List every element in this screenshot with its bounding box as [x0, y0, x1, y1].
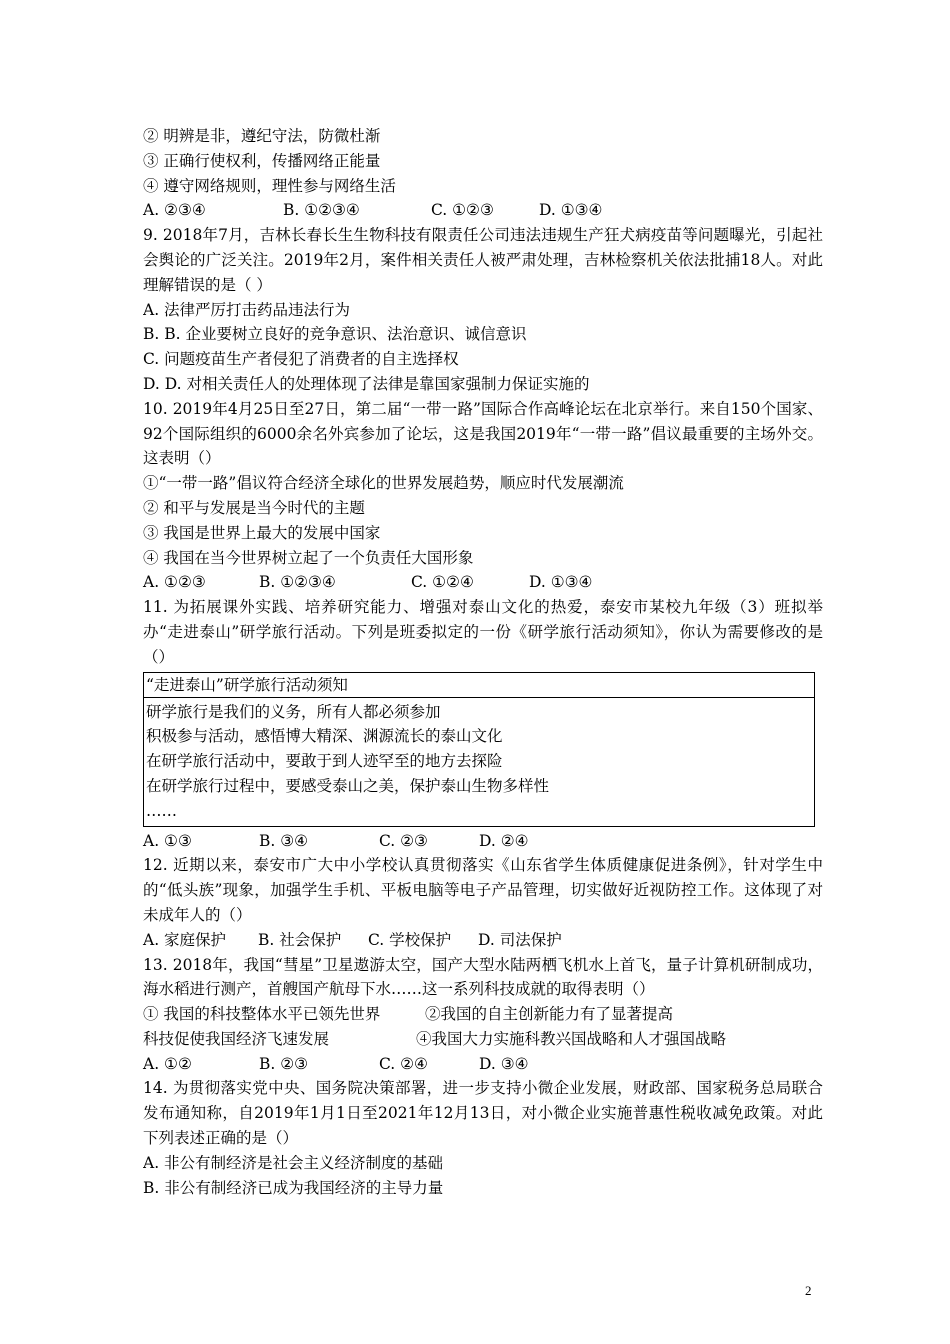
- q10-item-4: ④ 我国在当今世界树立起了一个负责任大国形象: [143, 548, 474, 567]
- q12-option-c: C. 学校保护: [368, 930, 452, 949]
- q11-notice-line-2: 积极参与活动，感悟博大精深、渊源流长的泰山文化: [146, 727, 503, 746]
- q8-options: [143, 198, 823, 223]
- q8-option-c: C. ①②③: [431, 201, 494, 220]
- q8-option-b: B. ①②③④: [283, 201, 360, 220]
- q8-item-3: ③ 正确行使权利，传播网络正能量: [143, 151, 381, 170]
- q13-option-b: B. ②③: [259, 1054, 309, 1073]
- q8-option-a: A. ②③④: [143, 201, 206, 220]
- q13-item-3: 科技促使我国经济飞速发展: [143, 1029, 330, 1048]
- q10-option-b: B. ①②③④: [259, 573, 336, 592]
- q10-stem: 10. 2019年4月25日至27日，第二届“一带一路”国际合作高峰论坛在北京举行。来自150个国家、92个国际组织的6000余名外宾参加了论坛，这是我国2019年“一带一路”倡议最重要的主场外交。这表明（）: [143, 399, 823, 468]
- q11-notice-body: [144, 698, 814, 826]
- q8-option-d: D. ①③④: [539, 201, 603, 220]
- q12-option-b: B. 社会保护: [258, 930, 342, 949]
- q9-option-d: D. D. 对相关责任人的处理体现了法律是靠国家强制力保证实施的: [143, 374, 590, 393]
- q11-notice-line-5: ……: [146, 801, 177, 820]
- q12-option-d: D. 司法保护: [478, 930, 562, 949]
- q10-option-c: C. ①②④: [411, 573, 474, 592]
- q9-option-b: B. B. 企业要树立良好的竞争意识、法治意识、诚信意识: [143, 325, 527, 344]
- q13-item-1: ① 我国的科技整体水平已领先世界: [143, 1005, 381, 1024]
- q12-stem: 12. 近期以来，泰安市广大中小学校认真贯彻落实《山东省学生体质健康促进条例》，针对学生中的“低头族”现象，加强学生手机、平板电脑等电子产品管理，切实做好近视防控工作。这体现了对未成年人的（）: [143, 856, 823, 924]
- q8-item-4: ④ 遵守网络规则，理性参与网络生活: [143, 176, 396, 195]
- q13-option-d: D. ③④: [479, 1054, 529, 1073]
- q14-stem: 14. 为贯彻落实党中央、国务院决策部署，进一步支持小微企业发展，财政部、国家税务总局联合发布通知称，自2019年1月1日至2021年12月13日，对小微企业实施普惠性税收减免政策。对此下列表述正确的是（）: [143, 1079, 823, 1148]
- q14-option-b: B. 非公有制经济已成为我国经济的主导力量: [143, 1178, 444, 1197]
- q11-options: [143, 829, 823, 854]
- q11-notice-line-3: 在研学旅行活动中，要敢于到人迹罕至的地方去探险: [146, 752, 503, 771]
- q13-options: [143, 1052, 823, 1077]
- page-content: [143, 124, 823, 1200]
- q13-item-4: ④我国大力实施科教兴国战略和人才强国战略: [416, 1029, 727, 1048]
- q11-option-a: A. ①③: [143, 831, 192, 850]
- q12-option-a: A. 家庭保护: [143, 930, 227, 949]
- q13-items-row-2: [143, 1027, 823, 1052]
- q9-option-c: C. 问题疫苗生产者侵犯了消费者的自主选择权: [143, 350, 459, 369]
- q10-option-d: D. ①③④: [529, 573, 593, 592]
- q13-option-a: A. ①②: [143, 1054, 192, 1073]
- q13-items-row-1: [143, 1002, 823, 1027]
- q11-notice-line-4: 在研学旅行过程中，要感受泰山之美，保护泰山生物多样性: [146, 776, 550, 795]
- q13-option-c: C. ②④: [379, 1054, 428, 1073]
- page-number: 2: [805, 1283, 812, 1298]
- q11-option-d: D. ②④: [479, 831, 529, 850]
- q9-stem: 9. 2018年7月，吉林长春长生生物科技有限责任公司违法违规生产狂犬病疫苗等问题曝光，引起社会舆论的广泛关注。2019年2月，案件相关责任人被严肃处理，吉林检察机关依法批捕18人。对此理解错误的是（ ）: [143, 226, 823, 294]
- q11-option-b: B. ③④: [259, 831, 309, 850]
- q10-options: [143, 570, 823, 595]
- q12-options: [143, 928, 823, 953]
- q11-notice-line-1: 研学旅行是我们的义务，所有人都必须参加: [146, 702, 441, 721]
- q9-option-a: A. 法律严厉打击药品违法行为: [143, 300, 351, 319]
- q10-item-3: ③ 我国是世界上最大的发展中国家: [143, 523, 381, 542]
- q10-option-a: A. ①②③: [143, 573, 206, 592]
- q10-item-2: ② 和平与发展是当今时代的主题: [143, 498, 365, 517]
- q11-stem: 11. 为拓展课外实践、培养研究能力、增强对泰山文化的热爱，泰安市某校九年级（3）班拟举办“走进泰山”研学旅行活动。下列是班委拟定的一份《研学旅行活动须知》，你认为需要修改的是（）: [143, 598, 823, 666]
- q13-stem: 13. 2018年，我国“彗星”卫星遨游太空，国产大型水陆两栖飞机水上首飞，量子计算机研制成功，海水稻进行测产，首艘国产航母下水……这一系列科技成就的取得表明（）: [143, 955, 823, 999]
- q11-notice-box: [143, 672, 815, 827]
- q10-item-1: ①“一带一路”倡议符合经济全球化的世界发展趋势，顺应时代发展潮流: [143, 474, 624, 493]
- q11-option-c: C. ②③: [379, 831, 428, 850]
- q13-item-2: ②我国的自主创新能力有了显著提高: [425, 1005, 674, 1024]
- q11-notice-title: “走进泰山”研学旅行活动须知: [144, 673, 814, 698]
- q14-option-a: A. 非公有制经济是社会主义经济制度的基础: [143, 1153, 444, 1172]
- q8-item-2: ② 明辨是非，遵纪守法，防微杜渐: [143, 127, 381, 145]
